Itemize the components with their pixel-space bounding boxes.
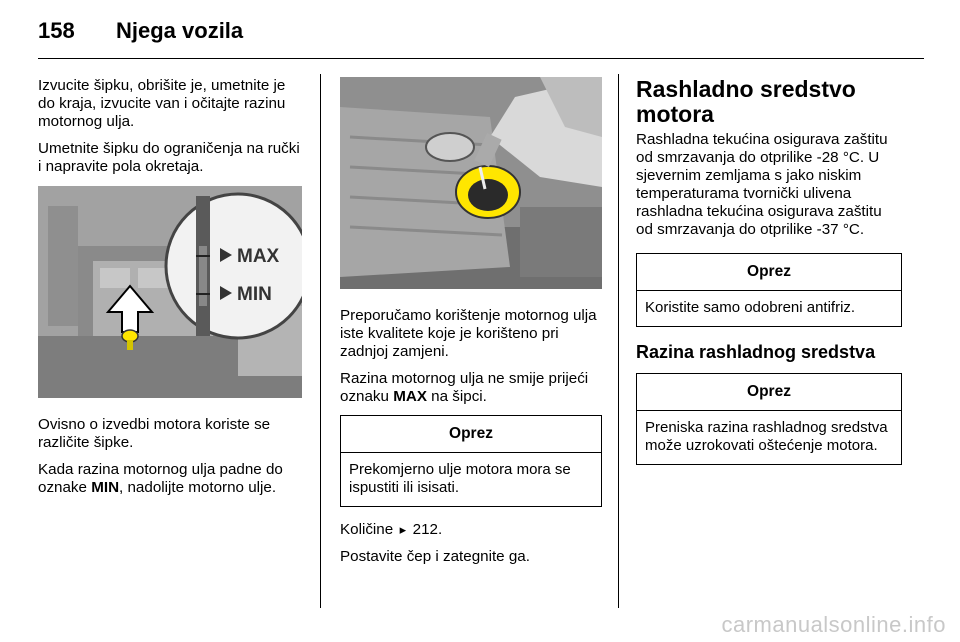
page-number: 158 bbox=[38, 18, 75, 43]
reference-page: 212. bbox=[408, 521, 443, 538]
paragraph-oil-max bbox=[340, 370, 602, 406]
header-divider bbox=[38, 58, 924, 59]
column-divider-1 bbox=[320, 74, 321, 608]
paragraph-dipstick-insert: Umetnite šipku do ograničenja na ručki i napravite pola okretaja. bbox=[38, 140, 300, 175]
caution-text: Koristite samo odobreni antifriz. bbox=[645, 299, 856, 316]
paragraph-oil-quality: Preporučamo korištenje motornog ulja iste kvalitete koje je korišteno pri zadnjoj zamjeni. bbox=[340, 307, 597, 360]
page-reference-icon[interactable]: ▸ bbox=[399, 522, 407, 537]
oil-filling-illustration bbox=[340, 77, 602, 289]
caution-box-coolant-level bbox=[636, 373, 902, 465]
paragraph-cap: Postavite čep i zategnite ga. bbox=[340, 548, 530, 565]
column-right bbox=[636, 77, 902, 479]
caution-title: Oprez bbox=[637, 254, 901, 291]
column-divider-2 bbox=[618, 74, 619, 608]
caution-text: Preniska razina rashladnog sredstva može uzrokovati oštećenje motora. bbox=[645, 419, 888, 454]
caution-box-oil bbox=[340, 415, 602, 507]
caution-text: Prekomjerno ulje motora mora se ispustiti ili isisati. bbox=[349, 461, 571, 496]
text-run: , nadolijte motorno ulje. bbox=[119, 479, 277, 496]
chapter-title: Njega vozila bbox=[116, 18, 244, 43]
paragraph-different-dipsticks: Ovisno o izvedbi motora koriste se različite šipke. bbox=[38, 416, 271, 451]
max-mark: MAX bbox=[393, 388, 427, 405]
caution-title: Oprez bbox=[637, 374, 901, 411]
min-label: MIN bbox=[237, 284, 272, 305]
text-run: na šipci. bbox=[426, 388, 487, 405]
paragraph-coolant-protection: Rashladna tekućina osigurava zaštitu od smrzavanja do otprilike -28 °C. U sjevernim zemljama s jako niskim temperaturama tvornički ulivena rashladna tekućina osigurava zaštitu od smrzavanja do otprilike -37 °C. bbox=[636, 131, 888, 238]
oil-fill-figure bbox=[340, 77, 602, 289]
column-middle bbox=[340, 77, 602, 575]
text-run: Količine bbox=[340, 521, 398, 538]
paragraph-dipstick-check: Izvucite šipku, obrišite je, umetnite je do kraja, izvucite van i očitajte razinu motornog ulja. bbox=[38, 77, 286, 130]
watermark: carmanualsonline.info bbox=[721, 612, 946, 637]
paragraph-quantities bbox=[340, 521, 602, 539]
section-heading-coolant: Rashladno sredstvo motora bbox=[636, 76, 856, 127]
min-mark: MIN bbox=[91, 479, 120, 496]
dipstick-figure bbox=[38, 186, 302, 398]
text-run: Kada razina motornog ulja padne do oznake bbox=[38, 461, 283, 496]
caution-title: Oprez bbox=[341, 416, 601, 453]
text-run: Razina motornog ulja ne smije prijeći oznaku bbox=[340, 370, 589, 405]
column-left bbox=[38, 77, 306, 506]
page-header bbox=[38, 14, 924, 54]
subheading-coolant-level: Razina rashladnog sredstva bbox=[636, 342, 876, 362]
caution-box-antifreeze bbox=[636, 253, 902, 327]
paragraph-refill-oil bbox=[38, 461, 306, 497]
max-label: MAX bbox=[237, 246, 280, 267]
dipstick-illustration bbox=[38, 186, 302, 398]
